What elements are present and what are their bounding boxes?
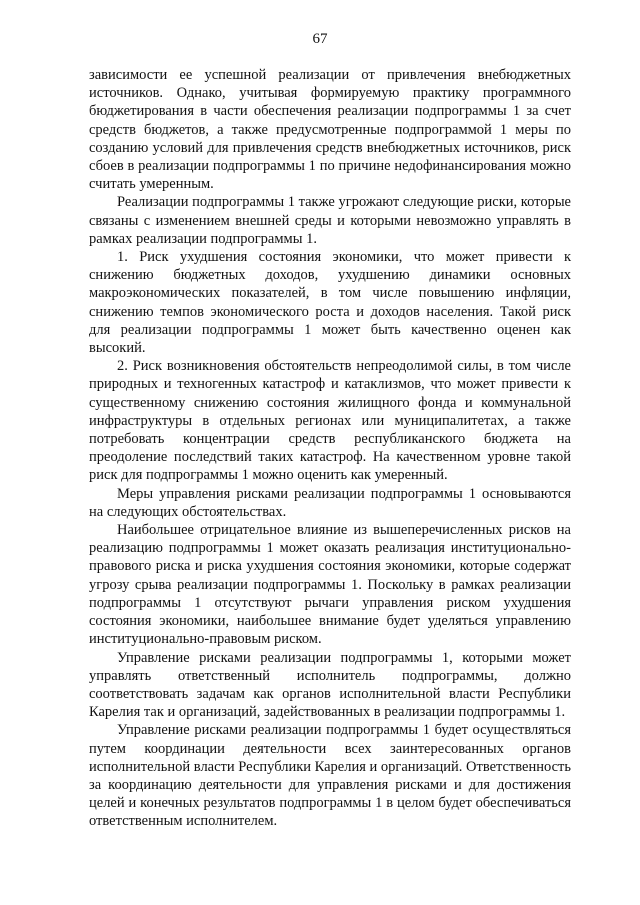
paragraph: Управление рисками реализации подпрограммы 1, которыми может управлять ответственный исполнитель подпрограммы, должно соответствовать задачам как органов исполнительной власти Республики Карелия так и организаций, задействованных в реализации подпрограммы 1. <box>89 649 571 721</box>
body-text <box>89 66 571 831</box>
paragraph: зависимости ее успешной реализации от привлечения внебюджетных источников. Однако, учитывая формируемую практику программного бюджетирования в части обеспечения реализации подпрограммы 1 за счет средств бюджетов, а также предусмотренные подпрограммой 1 меры по созданию условий для привлечения средств внебюджетных источников, риск сбоев в реализации подпрограммы 1 по причине недофинансирования можно считать умеренным. <box>89 67 571 193</box>
paragraph: Управление рисками реализации подпрограммы 1 будет осуществляться путем координации деятельности всех заинтересованных органов исполнительной власти Республики Карелия и организаций. Ответственность за координацию деятельности для управления рисками и для достижения целей и конечных результатов подпрограммы 1 в целом будет обеспечиваться ответственным исполнителем. <box>89 722 572 830</box>
paragraph: Наибольшее отрицательное влияние из вышеперечисленных рисков на реализацию подпрограммы 1 может оказать реализация институционально-правового риска и риска ухудшения состояния экономики, которые содержат угрозу срыва реализации подпрограммы 1. Поскольку в рамках реализации подпрограммы 1 отсутствуют рычаги управления риском ухудшения состояния экономики, наибольшее внимание будет уделяться управлению институционально-правовым риском. <box>89 522 571 648</box>
paragraph: 1. Риск ухудшения состояния экономики, что может привести к снижению бюджетных доходов, ухудшению динамики основных макроэкономических показателей, в том числе повышению инфляции, снижению темпов экономического роста и доходов населения. Такой риск для реализации подпрограммы 1 может быть качественно оценен как высокий. <box>89 249 571 357</box>
paragraph: Меры управления рисками реализации подпрограммы 1 основываются на следующих обстоятельствах. <box>89 485 571 520</box>
page-number: 67 <box>312 31 328 47</box>
paragraph: Реализации подпрограммы 1 также угрожают следующие риски, которые связаны с изменением внешней среды и которыми невозможно управлять в рамках реализации подпрограммы 1. <box>89 194 571 247</box>
paragraph: 2. Риск возникновения обстоятельств непреодолимой силы, в том числе природных и техногенных катастроф и катаклизмов, что может привести к существенному снижению состояния жилищного фонда и коммунальной инфраструктуры в отдельных регионах или муниципалитетах, а также потребовать концентрации средств республиканского бюджета на преодоление последствий таких катастроф. На качественном уровне такой риск для подпрограммы 1 можно оценить как умеренный. <box>89 358 571 484</box>
